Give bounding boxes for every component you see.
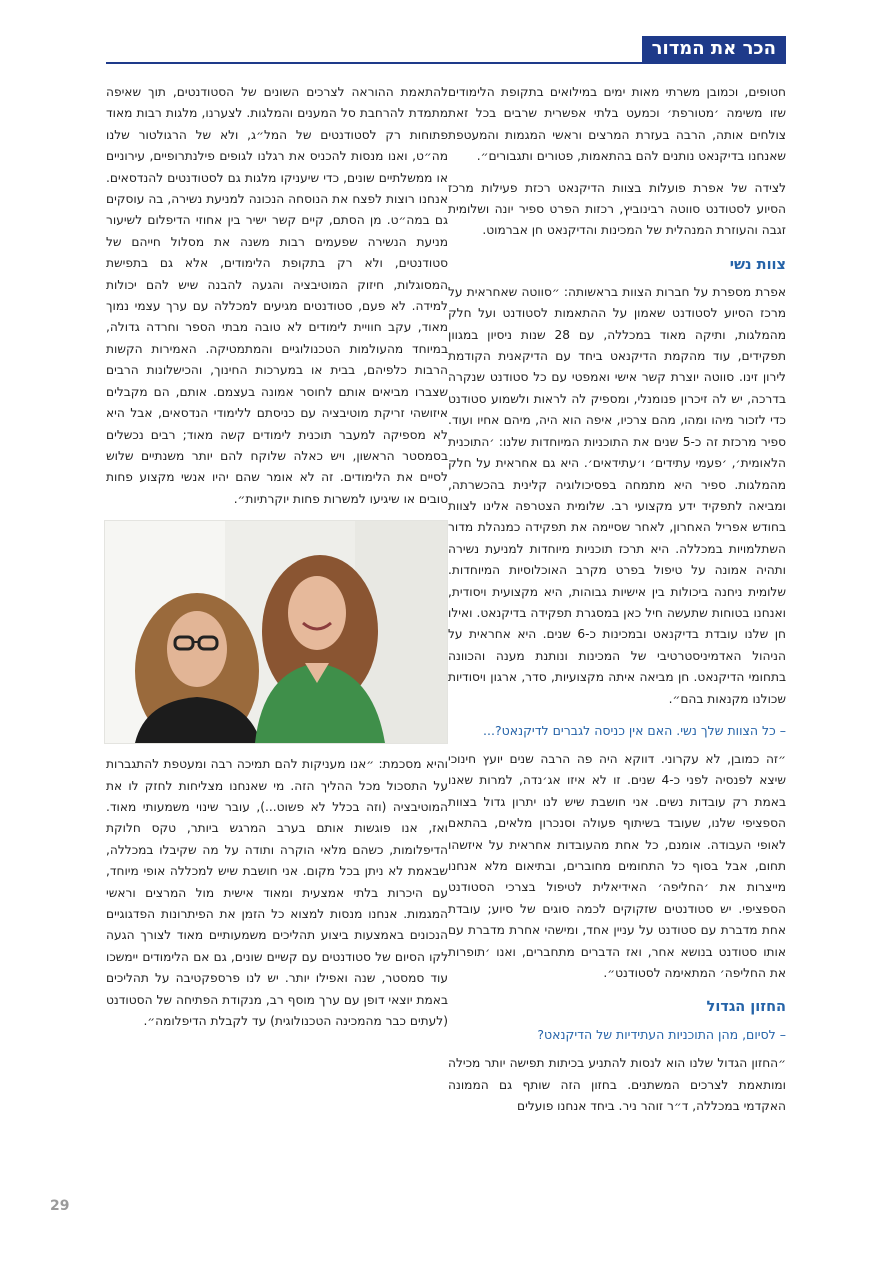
section-header-label: הכר את המדור xyxy=(642,36,786,62)
subheading-women-team: צוות נשי xyxy=(729,256,786,273)
paragraph: ״החזון הגדול שלנו הוא לנסות להתניע בכיתות תפישה יותר מכילה ומותאמת לצרכים המשתנים. בחזון הזה שותף גם הממונה האקדמי במכללה, ד״ר זוהר ניר. ביחד אנחנו פועלים xyxy=(448,1056,786,1114)
subheading-big-vision: החזון הגדול xyxy=(706,999,786,1016)
section-header-bar xyxy=(106,36,786,64)
page-number: 29 xyxy=(50,1198,70,1214)
paragraph: לצידה של אפרת פועלות בצוות הדיקנאט רכזת פעילות מרכז הסיוע לסטודנט סווטה רבינוביץ, רכזות הפרט ספיר יונה ושלומית זגבה והעוזרת המנהלית של המכינות והדיקנאט חן אברמוט. xyxy=(448,180,786,238)
team-photo xyxy=(104,520,448,744)
paragraph: והיא מסכמת: ״אנו מעניקות להם תמיכה רבה ומעטפת להתגברות על התסכול מכל ההליך הזה. מי שאנחנו מצליחות לחזק לו את המוטיבציה (וזה בכלל לא פשוט...), עובר שינוי משמעותי מאוד. ואז, אנו פוגשות אותם בערב המרגש ביותר, טקס חלוקת הדיפלומות, כשהם מלאי הוקרה ותודה על מה שקיבלו במכללה, שבאמת לא ניתן בכל מקום. אני חושבת שיש למכללה אופי מיוחד, עם היכרות בלתי אמצעית ומאוד אישית מול המרצים וראשי המגמות. אנחנו מנסות למצוא כל הזמן את הפיתרונות הפדגוגיים הנכונים באמצעות ביצוע תהליכים משמעותיים מאוד לצורך הגעה לקו הסיום של סטודנטים עם קשיים שונים, גם אם הלימודים יימשכו עוד סמסטר, שנה ואפילו יותר. יש לנו פרספקטיבה על תהליכים באמת יוצאי דופן עם ערך מוסף רב, מנקודת הפתיחה של הסטודנט (לעתים כבר מהמכינה הטכנולוגית) עד לקבלת הדיפלומה״. xyxy=(106,757,448,1028)
paragraph: אפרת מספרת על חברות הצוות בראשותה: ״סווטה שאחראית על מרכז הסיוע לסטודנט שאמון על ההתאמות לסטודנט ועל חלק מהמלגות, ותיקה מאוד במכללה, עם 28 שנות ניסיון במגוון תפקידים, עוד מהקמת הדיקנאט ביחד עם הדיקאנית הקודמת לירון זינו. סווטה יוצרת קשר אישי ואמפטי עם כל סטודנט שנקרה בדרכה, יש לה זיכרון פנומנלי, ומספיק לה לראות ולשמוע סטודנט כדי לזכור מיהו ומהו, מהם צרכיו, איפה הוא היה, מיהם אחיו ועוד. ספיר מרכזת זה כ-5 שנים את התוכניות המיוחדות שלנו: ׳התוכנית הלאומית׳, ׳פעמי עתידים׳ ו׳עתידאים׳. היא גם אחראית על חלק מהמלגות. ספיר היא מתמחה בפסיכולוגיה קלינית בהכשרתה, ומביאה לתפקיד ידע מקצועי רב. שלומית הצטרפה אלינו לצוות בחודש אפריל האחרון, לאחר שסיימה את תפקידה כמנהלת מדור השתלמויות במכללה. היא תרכז תוכניות מיוחדות למניעת נשירה ותהיה אמונה על טיפול בפרט מקרב האוכלוסיות המיוחדות. שלומית ניחנה ביכולות בין אישיות גבוהות, היא מקצועית ויסודית, ואנחנו בטוחות שתעשה חיל כאן במסגרת תפקידה בדיקנאט. ואילו חן שלנו עובדת בדיקנאט ובמכינות כ-6 שנים. היא אחראית על הניהול האדמיניסטרטיבי של המכינות ונותנת מענה והכוונה בתחומי הדיקנאט. חן מביאה איתה מקצועיות, סדר, ארגון ויסודיות שכולנו מקנאות בהם״. xyxy=(448,284,787,706)
team-photo-illustration xyxy=(105,521,447,743)
interview-question: – כל הצוות שלך נשי. האם אין כניסה לגברים לדיקנאט?... xyxy=(483,722,786,738)
paragraph: חטופים, וכמובן משרתי מאות ימים במילואים בתקופת הלימודים שזו משימה ׳מטורפת׳ וכמעט בלתי אפשרית שרבים בכל זאת צולחים אותה, הרבה בעזרת המרצים וראשי המגמות והמעטפת שאנחנו בדיקנאט נותנים להם בהתאמות, פטורים ותגבורים״. xyxy=(448,85,786,164)
right-column xyxy=(448,82,786,1124)
paragraph: להתאמת ההוראה לצרכים השונים של הסטודנטים, תוך שאיפה מתמדת להרחבת סל המענים והמלגות. לצערנו, מלגות רבות מאוד פתוחות רק לסטודנטים של המל״ג, ולא של הרגולטור שלנו מה״ט, ואנו מנסות להכניס את רגלנו לגופים פילנתרופיים, עירוניים או ממשלתיים שונים, כדי שיעניקו מלגות גם לסטודנטים להנדסאים. אנחנו רוצות לפצח את הנוסחה הנכונה למניעת נשירה, בה עוסקים גם במה״ט. מן הסתם, קיים קשר ישיר בין אחוזי הדיפלום לשיעור מניעת הנשירה שפעמים רבות משנה את מסלול חייהם של סטודנטים, ולא רק בתקופת הלימודים, אלא גם בתפישת המסוגלות, חיזוק המוטיבציה והגעה להבנה שיש להם יכולות למידה. לא פעם, סטודנטים מגיעים למכללה עם ערך עצמי נמוך מאוד, עקב חוויית לימודים לא טובה מבתי הספר וחרדה גדולה, במיוחד מהעולמות הטכנולוגיים והמתמטיקה. האמירות הקשות הרבות כלפיהם, בבית או במערכות החינוך, והכישלונות הרבים שצברו מביאים אותם לחוסר אמונה בעצמם. אותם, הם מקבלים איזושהי זריקת מוטיבציה עם כניסתם ללימודי הנדסאים, אבל היא לא מספיקה למעבר תוכנית לימודים קשה מאוד; רבים נכשלים בסמסטר הראשון, ויש כאלה שלוקח להם יותר משנתיים שלוש לסיים את הלימודים. זה לא אומר שהם יהיו אנשי מקצוע פחות טובים או שיגיעו למשרות פחות יוקרתיות״. xyxy=(106,85,448,506)
paragraph: ״זה כמובן, לא עקרוני. דווקא היה פה הרבה שנים יועץ חינוכי שיצא לפנסיה לפני כ-4 שנים. זו לא איזו אג׳נדה, למרות שאנו באמת רק עובדות נשים. אני חושבת שיש לנו יתרון גדול בצוות הספציפי שלנו, שעובד בשיתוף פעולה וסנכרון מלאים, בהתאם לאופי העבודה. אומנם, כל אחת מהעובדות אחראית על איזשהו תחום, אבל בסוף כל התחומים מחוברים, ובתיאום מלא אנחנו מייצרות את ׳החליפה׳ האידיאלית לטיפול בצרכי הסטודנט הספציפי. יש סטודנטים שזקוקים לכמה סוגים של סיוע; עובדת אחת מדברת עם סטודנט על עניין אחד, ומישהי אחרת מדברת עם אותו סטודנט בנושא אחר, ואז הדברים מתחברים, ואנו ׳תופרות את החליפה׳ המתאימה לסטודנט״. xyxy=(448,751,786,981)
left-column xyxy=(106,82,448,1042)
interview-question: – לסיום, מהן התוכניות העתידיות של הדיקנאט? xyxy=(537,1027,786,1043)
